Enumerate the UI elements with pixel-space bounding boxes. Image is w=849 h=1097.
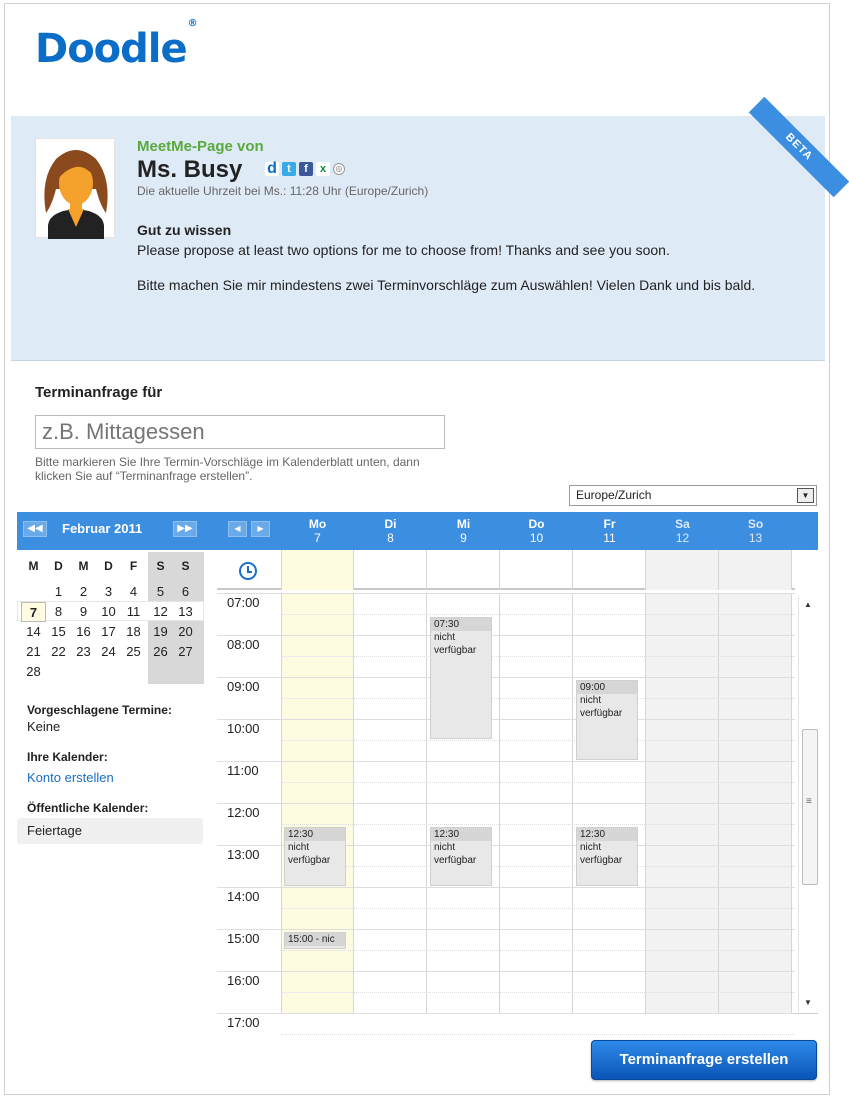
month-label: Februar 2011	[62, 521, 143, 536]
calendar-header	[17, 512, 818, 550]
day-header-mi[interactable]	[427, 517, 500, 545]
time-label: 08:00	[227, 637, 260, 652]
weekday-label: M	[78, 559, 89, 573]
event-label: nicht verfügbar	[580, 842, 623, 866]
day-name: Mo	[308, 517, 327, 531]
event-label: nicht verfügbar	[434, 632, 477, 656]
chevron-down-icon[interactable]: ▼	[797, 488, 814, 503]
half-hour-line	[281, 908, 795, 909]
mini-calendar	[17, 552, 204, 684]
all-day-row	[217, 550, 795, 590]
all-day-cell-so[interactable]	[719, 550, 792, 590]
half-hour-line	[281, 866, 795, 867]
doodle-icon[interactable]: d	[265, 162, 279, 176]
weekday-label: D	[54, 559, 63, 573]
date-cell[interactable]: 4	[129, 584, 138, 599]
day-header-fr[interactable]	[573, 517, 646, 545]
half-hour-line	[281, 740, 795, 741]
scroll-down-icon[interactable]: ▼	[804, 998, 812, 1007]
holidays-calendar[interactable]: Feiertage	[17, 818, 203, 844]
time-label: 16:00	[227, 973, 260, 988]
event-time: 12:30	[285, 828, 345, 841]
day-header-di[interactable]	[354, 517, 427, 545]
timezone-select[interactable]	[569, 485, 817, 506]
day-header-sa[interactable]	[646, 517, 719, 545]
day-name: Fr	[603, 517, 616, 531]
request-label: Terminanfrage für	[35, 384, 163, 401]
busy-event[interactable]	[576, 827, 638, 886]
week-grid[interactable]	[217, 550, 818, 1030]
busy-event[interactable]	[430, 617, 492, 739]
date-cell[interactable]: 17	[101, 624, 116, 639]
hour-line	[217, 719, 795, 720]
weekday-label: M	[28, 559, 39, 573]
beta-badge: BETA	[749, 97, 849, 197]
date-cell[interactable]: 22	[51, 644, 66, 659]
facebook-icon[interactable]: f	[299, 162, 313, 176]
date-cell[interactable]: 11	[126, 604, 141, 619]
day-date: 12	[675, 531, 690, 545]
note-english: Please propose at least two options for me to choose from! Thanks and see you soon.	[137, 242, 670, 258]
date-cell[interactable]: 18	[126, 624, 141, 639]
day-name: Do	[528, 517, 545, 531]
all-day-cell-di[interactable]	[354, 550, 427, 590]
half-hour-line	[281, 950, 795, 951]
create-account-link[interactable]: Konto erstellen	[27, 770, 114, 785]
clock-icon	[239, 562, 257, 580]
day-column-mo[interactable]	[281, 594, 354, 1014]
profile-name: Ms. Busy	[137, 156, 243, 183]
week-row	[17, 622, 204, 642]
half-hour-line	[281, 782, 795, 783]
time-label: 07:00	[227, 595, 260, 610]
date-cell[interactable]: 3	[104, 584, 113, 599]
date-cell[interactable]: 26	[153, 644, 168, 659]
xing-icon[interactable]: x	[316, 162, 330, 176]
half-hour-line	[281, 992, 795, 993]
request-hint: Bitte markieren Sie Ihre Termin-Vorschläge im Kalenderblatt unten, dann klicken Sie auf “Terminanfrage erstellen”.	[35, 455, 420, 483]
page-frame	[4, 3, 830, 1095]
day-column-fr[interactable]	[573, 594, 646, 1014]
proposed-value: Keine	[27, 719, 61, 734]
date-cell[interactable]: 27	[178, 644, 193, 659]
event-time: 09:00	[577, 681, 637, 694]
time-label: 11:00	[227, 763, 259, 778]
scrollbar[interactable]	[798, 596, 818, 1012]
today-date[interactable]: 7	[21, 602, 46, 622]
weekday-label: F	[129, 559, 138, 573]
date-cell[interactable]: 15	[51, 624, 66, 639]
day-date: 11	[603, 531, 616, 545]
hour-line	[217, 677, 795, 678]
date-cell[interactable]: 1	[54, 584, 63, 599]
all-day-cell-fr[interactable]	[573, 550, 646, 590]
event-time: 12:30	[577, 828, 637, 841]
event-label: nicht verfügbar	[288, 842, 331, 866]
twitter-icon[interactable]: t	[282, 162, 296, 176]
day-date: 13	[748, 531, 763, 545]
time-label: 15:00	[227, 931, 260, 946]
time-label: 17:00	[227, 1015, 260, 1030]
day-column-di[interactable]	[354, 594, 427, 1014]
event-time: 15:00 - nic	[285, 933, 345, 946]
half-hour-line	[281, 824, 795, 825]
half-hour-line	[281, 698, 795, 699]
hour-line	[217, 929, 795, 930]
busy-event[interactable]	[430, 827, 492, 886]
date-cell[interactable]: 9	[79, 604, 88, 619]
event-time: 12:30	[431, 828, 491, 841]
event-label: nicht verfügbar	[580, 695, 623, 719]
hour-line	[217, 971, 795, 972]
day-column-sa[interactable]	[646, 594, 719, 1014]
weekday-header-row	[17, 556, 204, 576]
day-column-do[interactable]	[500, 594, 573, 1014]
day-column-so[interactable]	[719, 594, 792, 1014]
event-label: nicht verfügbar	[434, 842, 477, 866]
time-label: 13:00	[227, 847, 260, 862]
profile-note	[137, 241, 757, 311]
week-row	[17, 602, 204, 622]
web-icon[interactable]: ◎	[333, 163, 345, 175]
date-cell[interactable]: 16	[76, 624, 91, 639]
date-cell[interactable]: 5	[156, 584, 165, 599]
hour-line	[217, 887, 795, 888]
scroll-up-icon[interactable]: ▲	[804, 600, 812, 609]
hour-line	[217, 1013, 795, 1014]
all-day-cell-sa[interactable]	[646, 550, 719, 590]
note-german: Bitte machen Sie mir mindestens zwei Terminvorschläge zum Auswählen! Vielen Dank und bis bald.	[137, 277, 756, 293]
date-cell[interactable]: 14	[26, 624, 41, 639]
weekday-label: S	[181, 559, 190, 573]
day-name: Mi	[456, 517, 471, 531]
prev-week-button[interactable]: ◀	[228, 521, 247, 537]
prev-month-button[interactable]: ◀◀	[23, 521, 47, 537]
weekday-label: D	[104, 559, 113, 573]
time-label: 14:00	[227, 889, 260, 904]
date-cell[interactable]: 2	[79, 584, 88, 599]
create-request-button[interactable]: Terminanfrage erstellen	[591, 1040, 817, 1080]
day-name: So	[747, 517, 764, 531]
profile-subtitle: MeetMe-Page von	[137, 138, 264, 155]
day-name: Sa	[675, 517, 690, 531]
day-date: 10	[529, 531, 544, 545]
calendars-title: Ihre Kalender:	[27, 750, 108, 764]
date-cell[interactable]: 6	[181, 584, 190, 599]
time-label: 12:00	[227, 805, 260, 820]
social-icons	[265, 162, 345, 176]
doodle-logo[interactable]: Doodle®	[35, 17, 197, 72]
date-cell[interactable]: 23	[76, 644, 91, 659]
event-time: 07:30	[431, 618, 491, 631]
scroll-thumb[interactable]	[802, 729, 818, 885]
date-cell[interactable]: 24	[101, 644, 116, 659]
date-cell[interactable]: 20	[178, 624, 193, 639]
all-day-cell-mi[interactable]	[427, 550, 500, 590]
next-week-button[interactable]: ▶	[251, 521, 270, 537]
hour-line	[217, 635, 795, 636]
day-header-so[interactable]	[719, 517, 792, 545]
time-label: 09:00	[227, 679, 260, 694]
next-month-button[interactable]: ▶▶	[173, 521, 197, 537]
time-grid[interactable]	[217, 594, 795, 1030]
week-row	[17, 642, 204, 662]
date-cell[interactable]: 8	[54, 604, 63, 619]
time-label: 10:00	[227, 721, 260, 736]
request-title-input[interactable]	[35, 415, 445, 449]
day-date: 9	[460, 531, 467, 545]
day-name: Di	[384, 517, 397, 531]
date-cell[interactable]: 21	[26, 644, 41, 659]
week-row	[17, 662, 204, 682]
weekday-label: S	[156, 559, 165, 573]
busy-event[interactable]	[576, 680, 638, 760]
half-hour-line	[281, 614, 795, 615]
hour-line	[217, 803, 795, 804]
date-cell[interactable]: 12	[153, 604, 168, 619]
day-date: 8	[387, 531, 394, 545]
date-cell[interactable]: 28	[26, 664, 41, 679]
avatar	[35, 138, 115, 238]
week-row	[17, 582, 204, 602]
hour-line	[217, 761, 795, 762]
half-hour-line	[281, 1034, 795, 1035]
date-cell[interactable]: 25	[126, 644, 141, 659]
proposed-title: Vorgeschlagene Termine:	[27, 703, 172, 717]
all-day-cell-do[interactable]	[500, 550, 573, 590]
day-header-do[interactable]	[500, 517, 573, 545]
hour-line	[217, 593, 795, 594]
good-to-know-title: Gut zu wissen	[137, 222, 232, 238]
busy-event[interactable]	[284, 827, 346, 886]
date-cell[interactable]: 19	[153, 624, 168, 639]
date-cell[interactable]: 10	[101, 604, 116, 619]
profile-panel	[11, 116, 825, 361]
day-header-mo[interactable]	[281, 517, 354, 545]
half-hour-line	[281, 656, 795, 657]
date-cell[interactable]: 13	[178, 604, 193, 619]
day-date: 7	[314, 531, 321, 545]
all-day-cell-mo[interactable]	[281, 550, 354, 590]
public-calendars-title: Öffentliche Kalender:	[27, 801, 149, 815]
local-time: Die aktuelle Uhrzeit bei Ms.: 11:28 Uhr (Europe/Zurich)	[137, 184, 429, 198]
busy-event[interactable]	[284, 932, 346, 949]
timezone-value: Europe/Zurich	[576, 488, 652, 502]
